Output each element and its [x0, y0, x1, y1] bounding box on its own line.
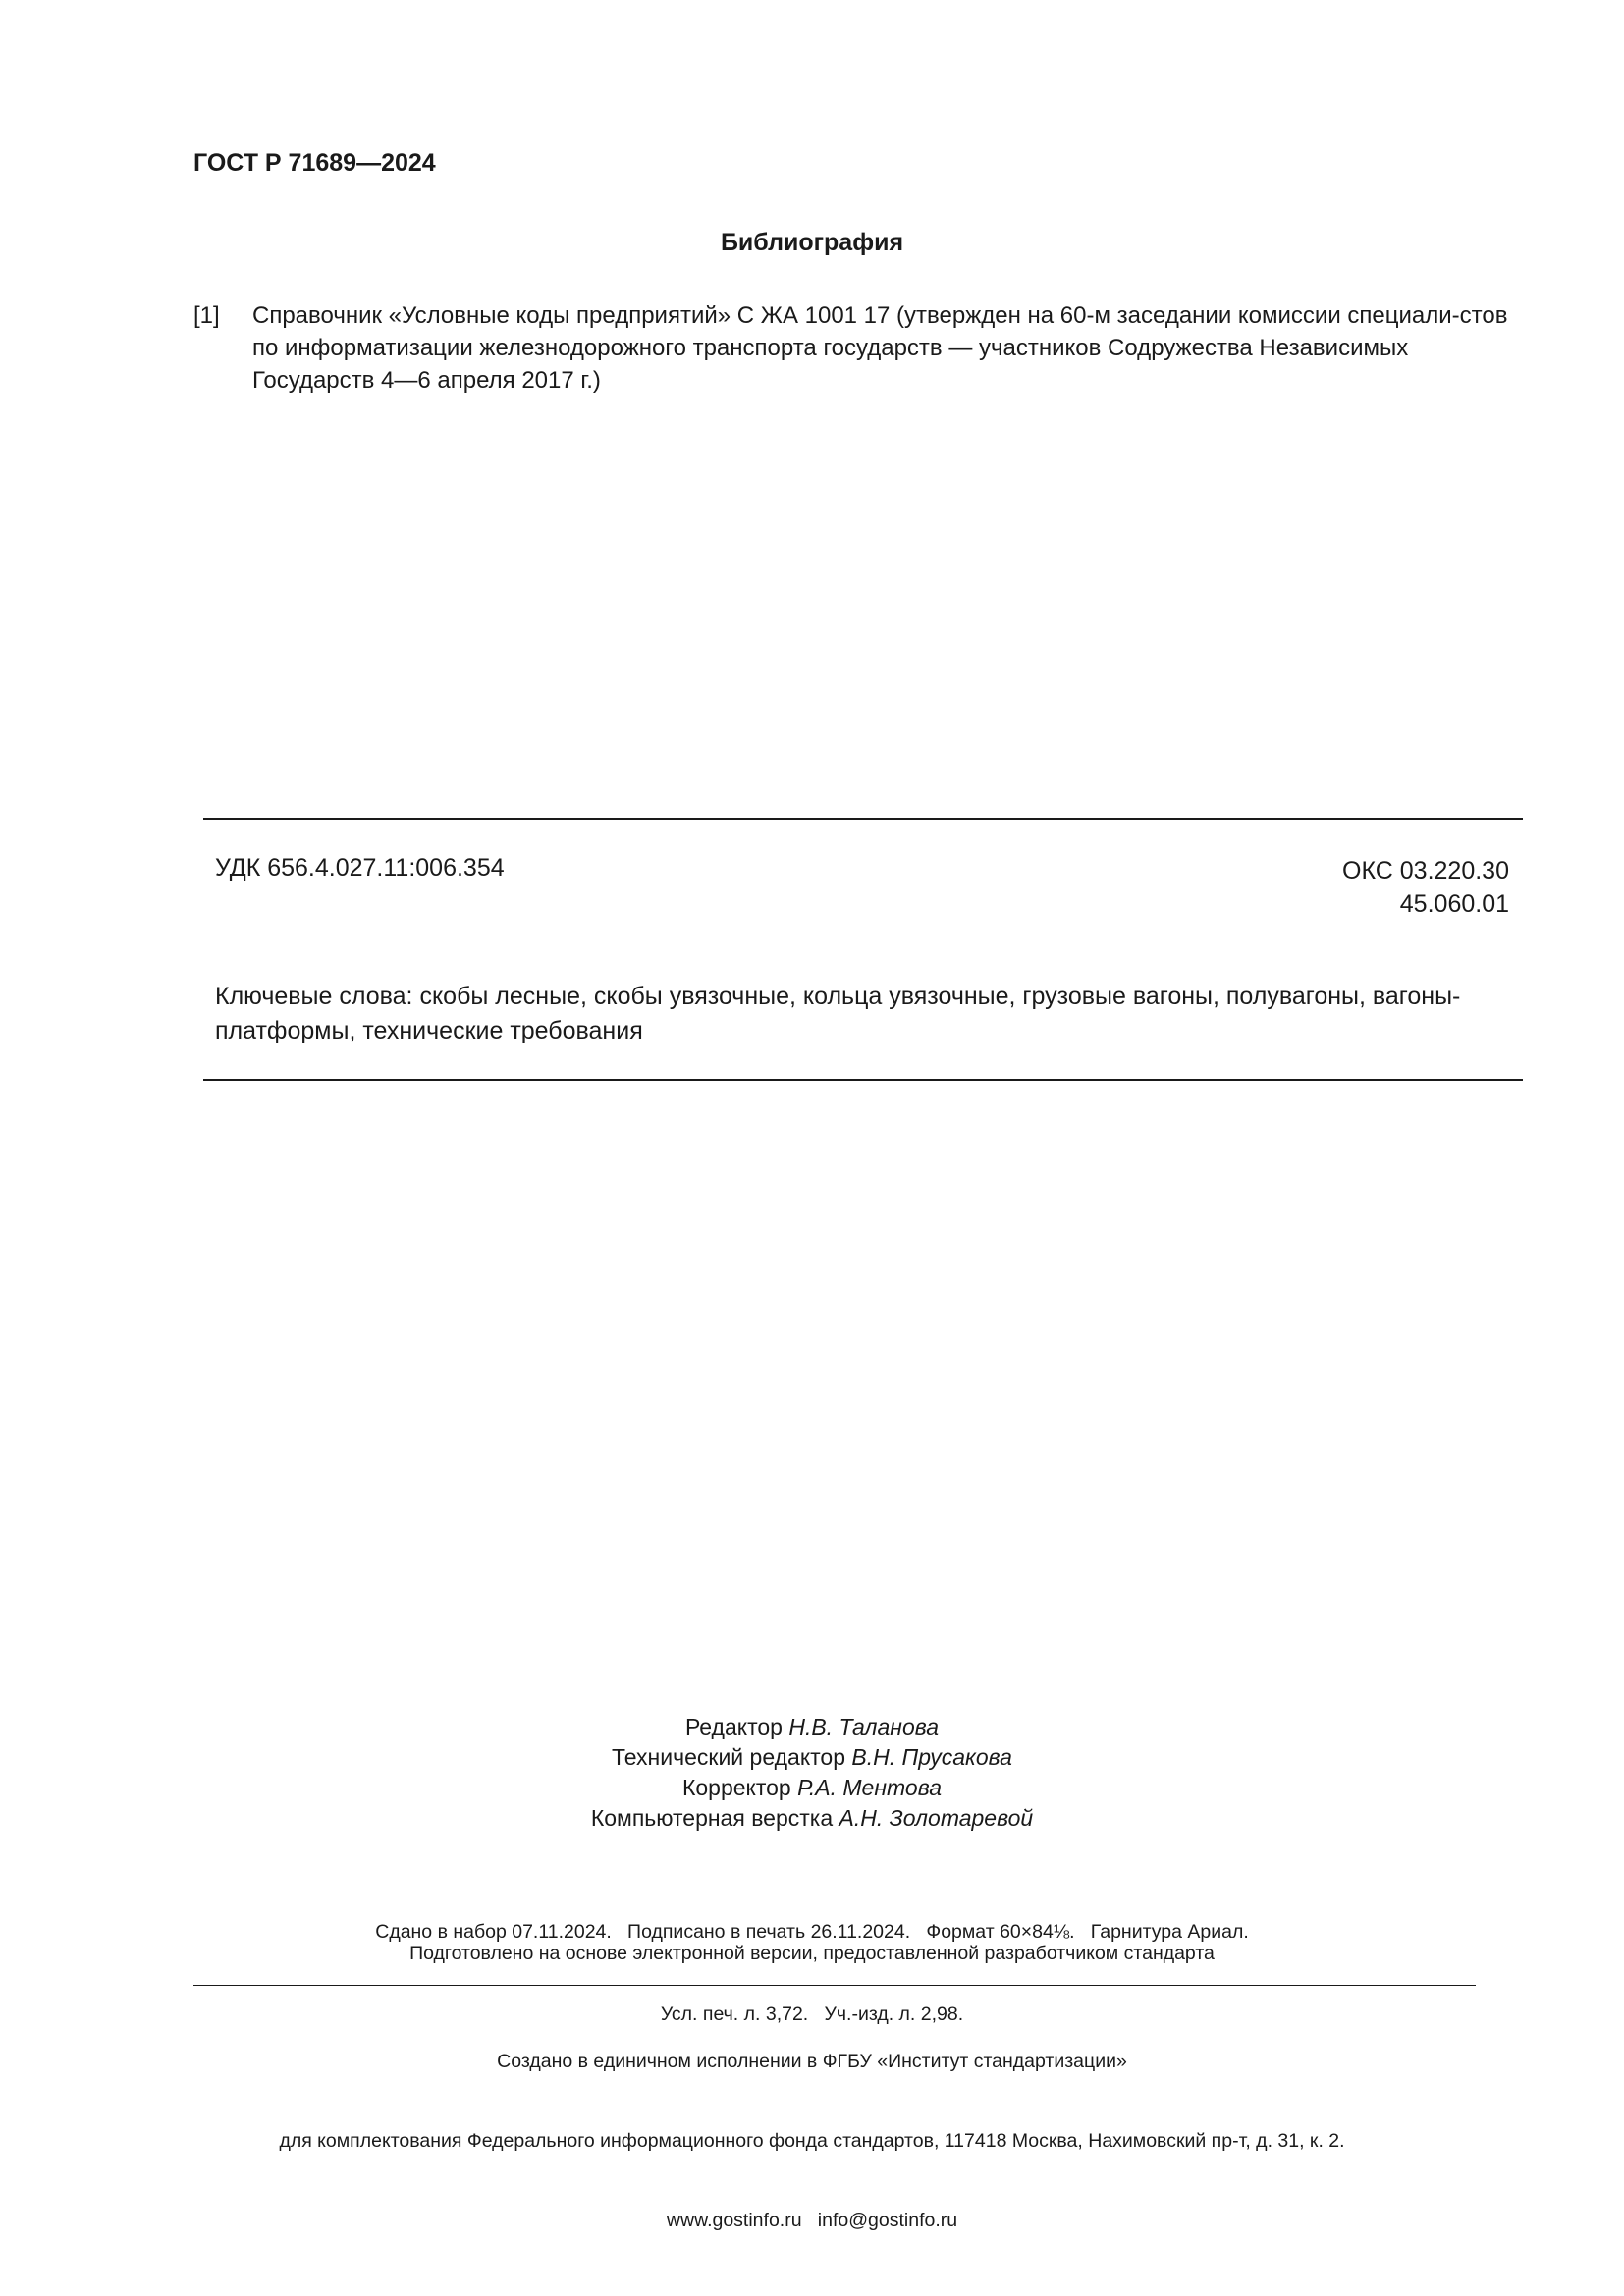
- entry-text: Справочник «Условные коды предприятий» С ЖА 1001 17 (утвержден на 60-м заседании комиссии специали-стов по информатизации железнодорожного транспорта государств — участников Содружества Независимых Государств 4—6 апреля 2017 г.): [252, 302, 1508, 394]
- oks-line-2: 45.060.01: [1399, 890, 1509, 918]
- print-info-line-1: Сдано в набор 07.11.2024. Подписано в печать 26.11.2024. Формат 60×84⅛. Гарнитура Ариал.: [375, 1921, 1249, 1943]
- credit-tech-editor: [0, 1742, 1624, 1773]
- udk-code: УДК 656.4.027.11:006.354: [215, 854, 505, 881]
- bibliography-entry: [193, 299, 1529, 397]
- bibliography-title: Библиография: [720, 229, 904, 256]
- print-info-line-2: Усл. печ. л. 3,72. Уч.-изд. л. 2,98.: [660, 2003, 964, 2025]
- publisher-info: [0, 1996, 1624, 2261]
- divider-top: [203, 818, 1523, 820]
- document-code: ГОСТ Р 71689—2024: [193, 149, 436, 177]
- credit-name: Н.В. Таланова: [788, 1714, 940, 1739]
- oks-codes: [1342, 854, 1509, 921]
- entry-number: [1]: [193, 302, 220, 329]
- credit-role: Технический редактор: [612, 1744, 846, 1770]
- publisher-contacts: www.gostinfo.ru info@gostinfo.ru: [666, 2210, 958, 2231]
- credits-block: [0, 1712, 1624, 1834]
- credit-name: А.Н. Золотаревой: [839, 1805, 1034, 1831]
- credit-role: Корректор: [681, 1775, 791, 1800]
- publisher-line-1: Создано в единичном исполнении в ФГБУ «Институт стандартизации»: [497, 2051, 1127, 2072]
- credit-name: В.Н. Прусакова: [851, 1744, 1012, 1770]
- prepared-note: Подготовлено на основе электронной версии, предоставленной разработчиком стандарта: [409, 1943, 1215, 1964]
- credit-role: Редактор: [684, 1714, 783, 1739]
- oks-line-1: ОКС 03.220.30: [1342, 857, 1509, 884]
- credit-name: Р.А. Ментова: [797, 1775, 942, 1800]
- publisher-line-2: для комплектования Федерального информационного фонда стандартов, 117418 Москва, Нахимовский пр-т, д. 31, к. 2.: [279, 2130, 1345, 2152]
- divider-bottom: [193, 1985, 1476, 1986]
- credit-role: Компьютерная верстка: [590, 1805, 834, 1831]
- credit-layout: [0, 1803, 1624, 1834]
- keywords: Ключевые слова: скобы лесные, скобы увязочные, кольца увязочные, грузовые вагоны, полувагоны, вагоны-платформы, технические требования: [215, 983, 1461, 1044]
- credit-corrector: [0, 1773, 1624, 1803]
- credit-editor: [0, 1712, 1624, 1742]
- divider-middle: [203, 1079, 1523, 1081]
